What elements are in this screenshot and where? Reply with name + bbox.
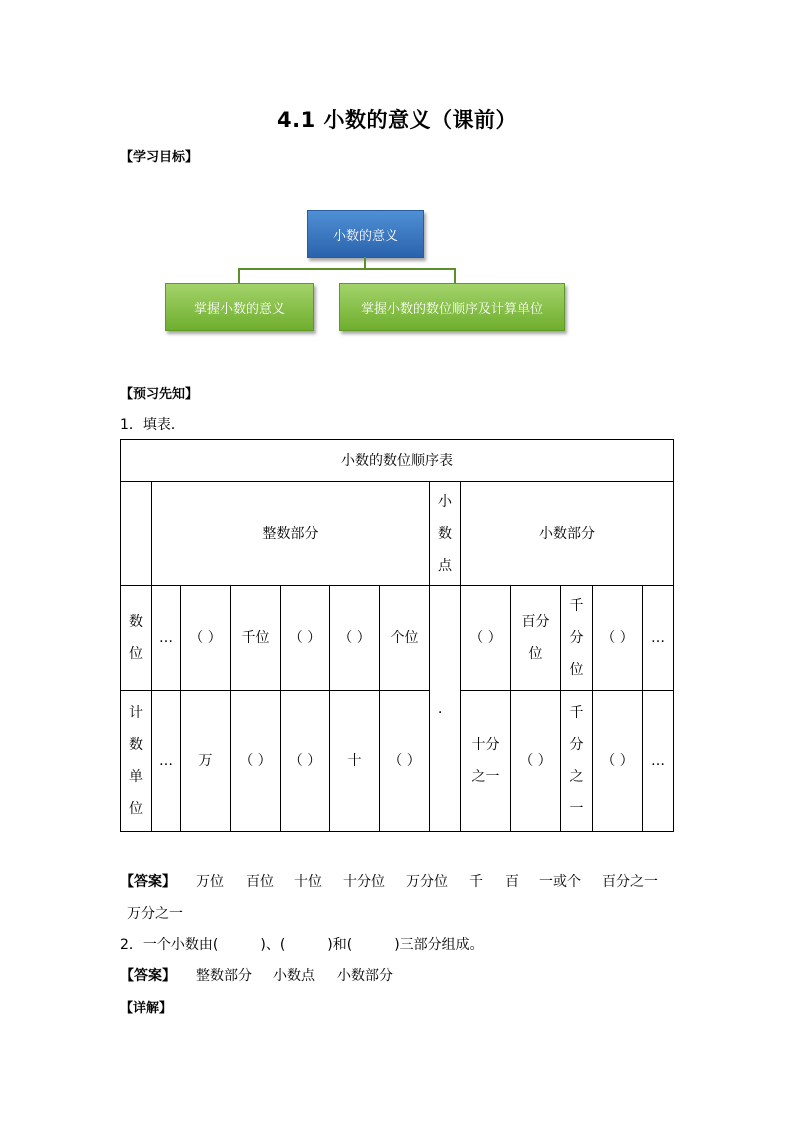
answer: 小数点 (273, 968, 315, 984)
unit-cell: （ ） (511, 691, 561, 832)
mindmap-left: 掌握小数的意义 (165, 283, 314, 331)
unit-cell-tenths: 十分 之一 (461, 691, 511, 832)
answer: 万分位 (406, 874, 448, 890)
place-cell-hundredths: 百分 位 (511, 586, 561, 691)
answer: 十位 (294, 874, 322, 890)
place-cell: … (152, 586, 181, 691)
answer: 百位 (246, 874, 274, 890)
header-decimal-point: 小 数 点 (430, 482, 461, 586)
mindmap-right: 掌握小数的数位顺序及计算单位 (339, 283, 565, 331)
answer-label: 【答案】 (120, 874, 176, 890)
connector-branch (238, 268, 456, 284)
answer: 万分之一 (127, 906, 183, 922)
connector-vertical (364, 257, 366, 268)
question-2-prompt: 2．一个小数由( )、( )和( )三部分组成。 (120, 937, 484, 953)
answer: 整数部分 (196, 968, 252, 984)
page-title: 4.1 小数的意义（课前） (276, 108, 517, 132)
unit-cell: … (643, 691, 674, 832)
section-preview: 【预习先知】 (120, 387, 199, 402)
place-cell: （ ） (461, 586, 511, 691)
unit-cell: 十 (330, 691, 380, 832)
place-cell: （ ） (181, 586, 231, 691)
answer: 一或个 (539, 874, 581, 890)
header-integer-part: 整数部分 (152, 482, 430, 586)
place-cell: （ ） (281, 586, 330, 691)
row-label-unit: 计 数 单 位 (121, 691, 152, 832)
unit-cell: （ ） (281, 691, 330, 832)
unit-cell: （ ） (380, 691, 430, 832)
unit-cell: （ ） (593, 691, 643, 832)
question-1-prompt: 1．填表． (120, 417, 185, 433)
header-decimal-part: 小数部分 (461, 482, 674, 586)
header-empty (121, 482, 152, 586)
unit-cell: （ ） (231, 691, 281, 832)
table-title: 小数的数位顺序表 (121, 440, 674, 482)
unit-cell-thousandths: 千 分 之 一 (561, 691, 593, 832)
place-cell-thousandths: 千 分 位 (561, 586, 593, 691)
answer: 万位 (196, 874, 224, 890)
unit-cell: … (152, 691, 181, 832)
detail-label: 【详解】 (120, 1001, 173, 1016)
decimal-dot-cell: ． (430, 586, 461, 832)
unit-cell: 万 (181, 691, 231, 832)
q2-answer-label: 【答案】 (120, 968, 176, 984)
place-cell: 个位 (380, 586, 430, 691)
place-cell: （ ） (593, 586, 643, 691)
mindmap-root: 小数的意义 (307, 210, 424, 258)
place-cell: （ ） (330, 586, 380, 691)
answer: 百 (505, 874, 519, 890)
answer: 千 (469, 874, 483, 890)
place-cell: 千位 (231, 586, 281, 691)
section-goals: 【学习目标】 (120, 150, 199, 165)
answer: 小数部分 (337, 968, 393, 984)
row-label-place: 数 位 (121, 586, 152, 691)
place-cell: … (643, 586, 674, 691)
answer: 十分位 (343, 874, 385, 890)
answer: 百分之一 (602, 874, 658, 890)
place-value-table (120, 439, 674, 832)
